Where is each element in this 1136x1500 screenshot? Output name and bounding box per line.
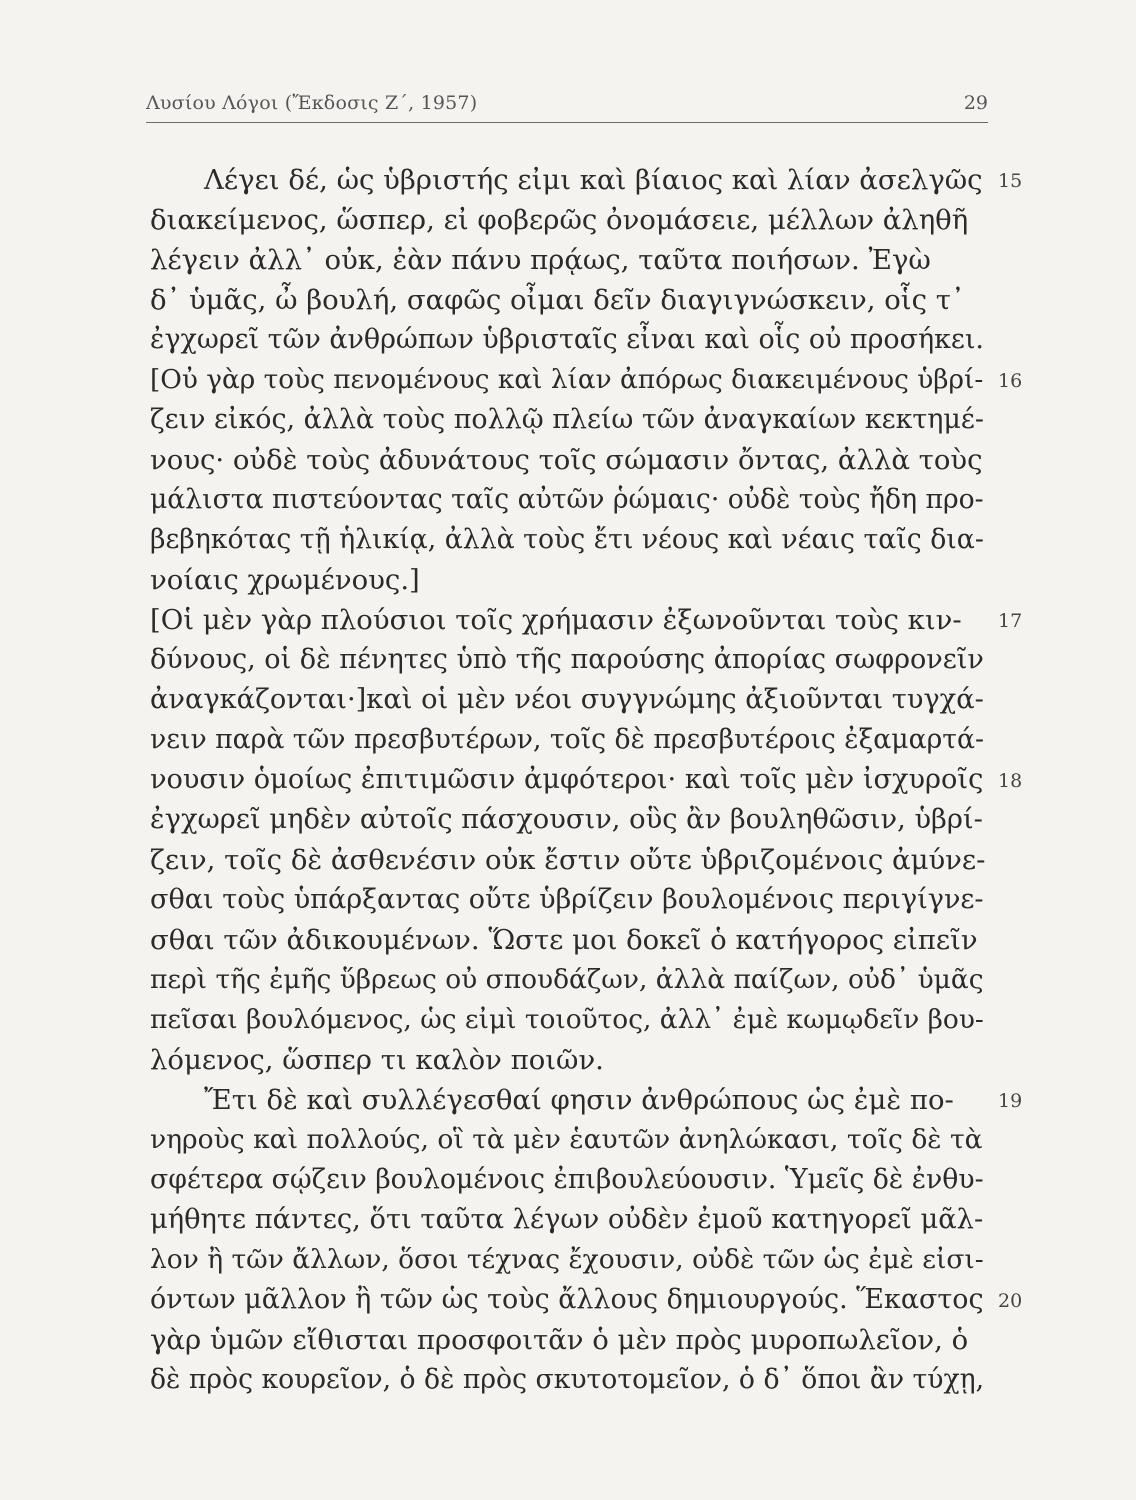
text-line: δὲ πρὸς κουρεῖον, ὁ δὲ πρὸς σκυτοτομεῖον, ὁ δ᾽ ὅποι ἂν τύχῃ,: [150, 1364, 985, 1395]
page-header: [146, 88, 988, 123]
text-line: περὶ τῆς ἐμῆς ὕβρεως οὐ σπουδάζων, ἀλλὰ παίζων, οὐδ᾽ ὑμᾶς: [150, 964, 984, 995]
text-line: γὰρ ὑμῶν εἴθισται προσφοιτᾶν ὁ μὲν πρὸς μυροπωλεῖον, ὁ: [150, 1324, 969, 1356]
page-number: 29: [963, 92, 988, 114]
section-number: 16: [998, 370, 1023, 392]
text-line: μάλιστα πιστεύοντας ταῖς αὐτῶν ῥώμαις· οὐδὲ τοὺς ἤδη προ-: [150, 484, 984, 515]
text-line: βεβηκότας τῇ ἡλικίᾳ, ἀλλὰ τοὺς ἔτι νέους καὶ νέαις ταῖς δια-: [150, 524, 984, 555]
text-line: διακείμενος, ὥσπερ, εἰ φοβερῶς ὀνομάσειε, μέλλων ἀληθῆ: [150, 204, 969, 236]
text-line: Ἔτι δὲ καὶ συλλέγεσθαί φησιν ἀνθρώπους ὡς ἐμὲ πο-: [204, 1084, 954, 1116]
running-head: Λυσίου Λόγοι (Ἔκδοσις Ζ΄, 1957): [146, 92, 478, 114]
text-line: δ᾽ ὑμᾶς, ὦ βουλή, σαφῶς οἶμαι δεῖν διαγιγνώσκειν, οἷς τ᾽: [150, 284, 965, 316]
text-line: δύνους, οἱ δὲ πένητες ὑπὸ τῆς παρούσης ἀπορίας σωφρονεῖν: [150, 644, 984, 675]
text-line: [Οὐ γὰρ τοὺς πενομένους καὶ λίαν ἀπόρως διακειμένους ὑβρί-: [150, 365, 984, 395]
text-line: [Οἱ μὲν γὰρ πλούσιοι τοῖς χρήμασιν ἐξωνοῦνται τοὺς κιν-: [150, 604, 962, 636]
text-line: σθαι τοὺς ὑπάρξαντας οὔτε ὑβρίζειν βουλομένοις περιγίγνε-: [150, 884, 984, 915]
text-line: νοίαις χρωμένους.]: [150, 564, 420, 596]
text-line: νους· οὐδὲ τοὺς ἀδυνάτους τοῖς σώμασιν ὄντας, ἀλλὰ τοὺς: [150, 444, 983, 476]
text-line: ἐγχωρεῖ μηδὲν αὐτοῖς πάσχουσιν, οὓς ἂν βουληθῶσιν, ὑβρί-: [150, 804, 983, 835]
text-line: λόμενος, ὥσπερ τι καλὸν ποιῶν.: [150, 1044, 604, 1076]
text-line: σφέτερα σῴζειν βουλομένοις ἐπιβουλεύουσιν. Ὑμεῖς δὲ ἐνθυ-: [150, 1164, 984, 1195]
section-number: 18: [998, 770, 1023, 792]
text-line: ἀναγκάζονται·]καὶ οἱ μὲν νέοι συγγνώμης ἀξιοῦνται τυγχά-: [150, 684, 984, 715]
text-line: λον ἢ τῶν ἄλλων, ὅσοι τέχνας ἔχουσιν, οὐδὲ τῶν ὡς ἐμὲ εἰσι-: [150, 1244, 984, 1275]
text-line: ζειν, τοῖς δὲ ἀσθενέσιν οὐκ ἔστιν οὔτε ὑβριζομένοις ἀμύνε-: [150, 844, 986, 876]
text-line: πεῖσαι βουλόμενος, ὡς εἰμὶ τοιοῦτος, ἀλλ᾽ ἐμὲ κωμῳδεῖν βου-: [150, 1004, 984, 1035]
section-number: 15: [998, 170, 1023, 192]
text-line: νουσιν ὁμοίως ἐπιτιμῶσιν ἀμφότεροι· καὶ τοῖς μὲν ἰσχυροῖς: [150, 764, 984, 795]
section-number: 20: [998, 1290, 1023, 1312]
text-line: μήθητε πάντες, ὅτι ταῦτα λέγων οὐδὲν ἐμοῦ κατηγορεῖ μᾶλ-: [150, 1204, 984, 1235]
section-number: 19: [998, 1090, 1023, 1112]
text-line: νηροὺς καὶ πολλούς, οἳ τὰ μὲν ἑαυτῶν ἀνηλώκασι, τοῖς δὲ τὰ: [150, 1124, 983, 1155]
text-line: Λέγει δέ, ὡς ὑβριστής εἰμι καὶ βίαιος καὶ λίαν ἀσελγῶς: [204, 164, 983, 196]
text-line: ἐγχωρεῖ τῶν ἀνθρώπων ὑβρισταῖς εἶναι καὶ οἷς οὐ προσήκει.: [150, 324, 984, 355]
text-line: ζειν εἰκός, ἀλλὰ τοὺς πολλῷ πλείω τῶν ἀναγκαίων κεκτημέ-: [150, 404, 984, 435]
text-line: σθαι τῶν ἀδικουμένων. Ὥστε μοι δοκεῖ ὁ κατήγορος εἰπεῖν: [150, 924, 978, 956]
text-line: νειν παρὰ τῶν πρεσβυτέρων, τοῖς δὲ πρεσβυτέροις ἐξαμαρτά-: [150, 724, 985, 755]
text-line: λέγειν ἀλλ᾽ οὐκ, ἐὰν πάνυ πρᾴως, ταῦτα ποιήσων. Ἐγὼ: [150, 244, 931, 276]
section-number: 17: [998, 610, 1023, 632]
text-line: όντων μᾶλλον ἢ τῶν ὡς τοὺς ἄλλους δημιουργούς. Ἕκαστος: [150, 1284, 984, 1315]
